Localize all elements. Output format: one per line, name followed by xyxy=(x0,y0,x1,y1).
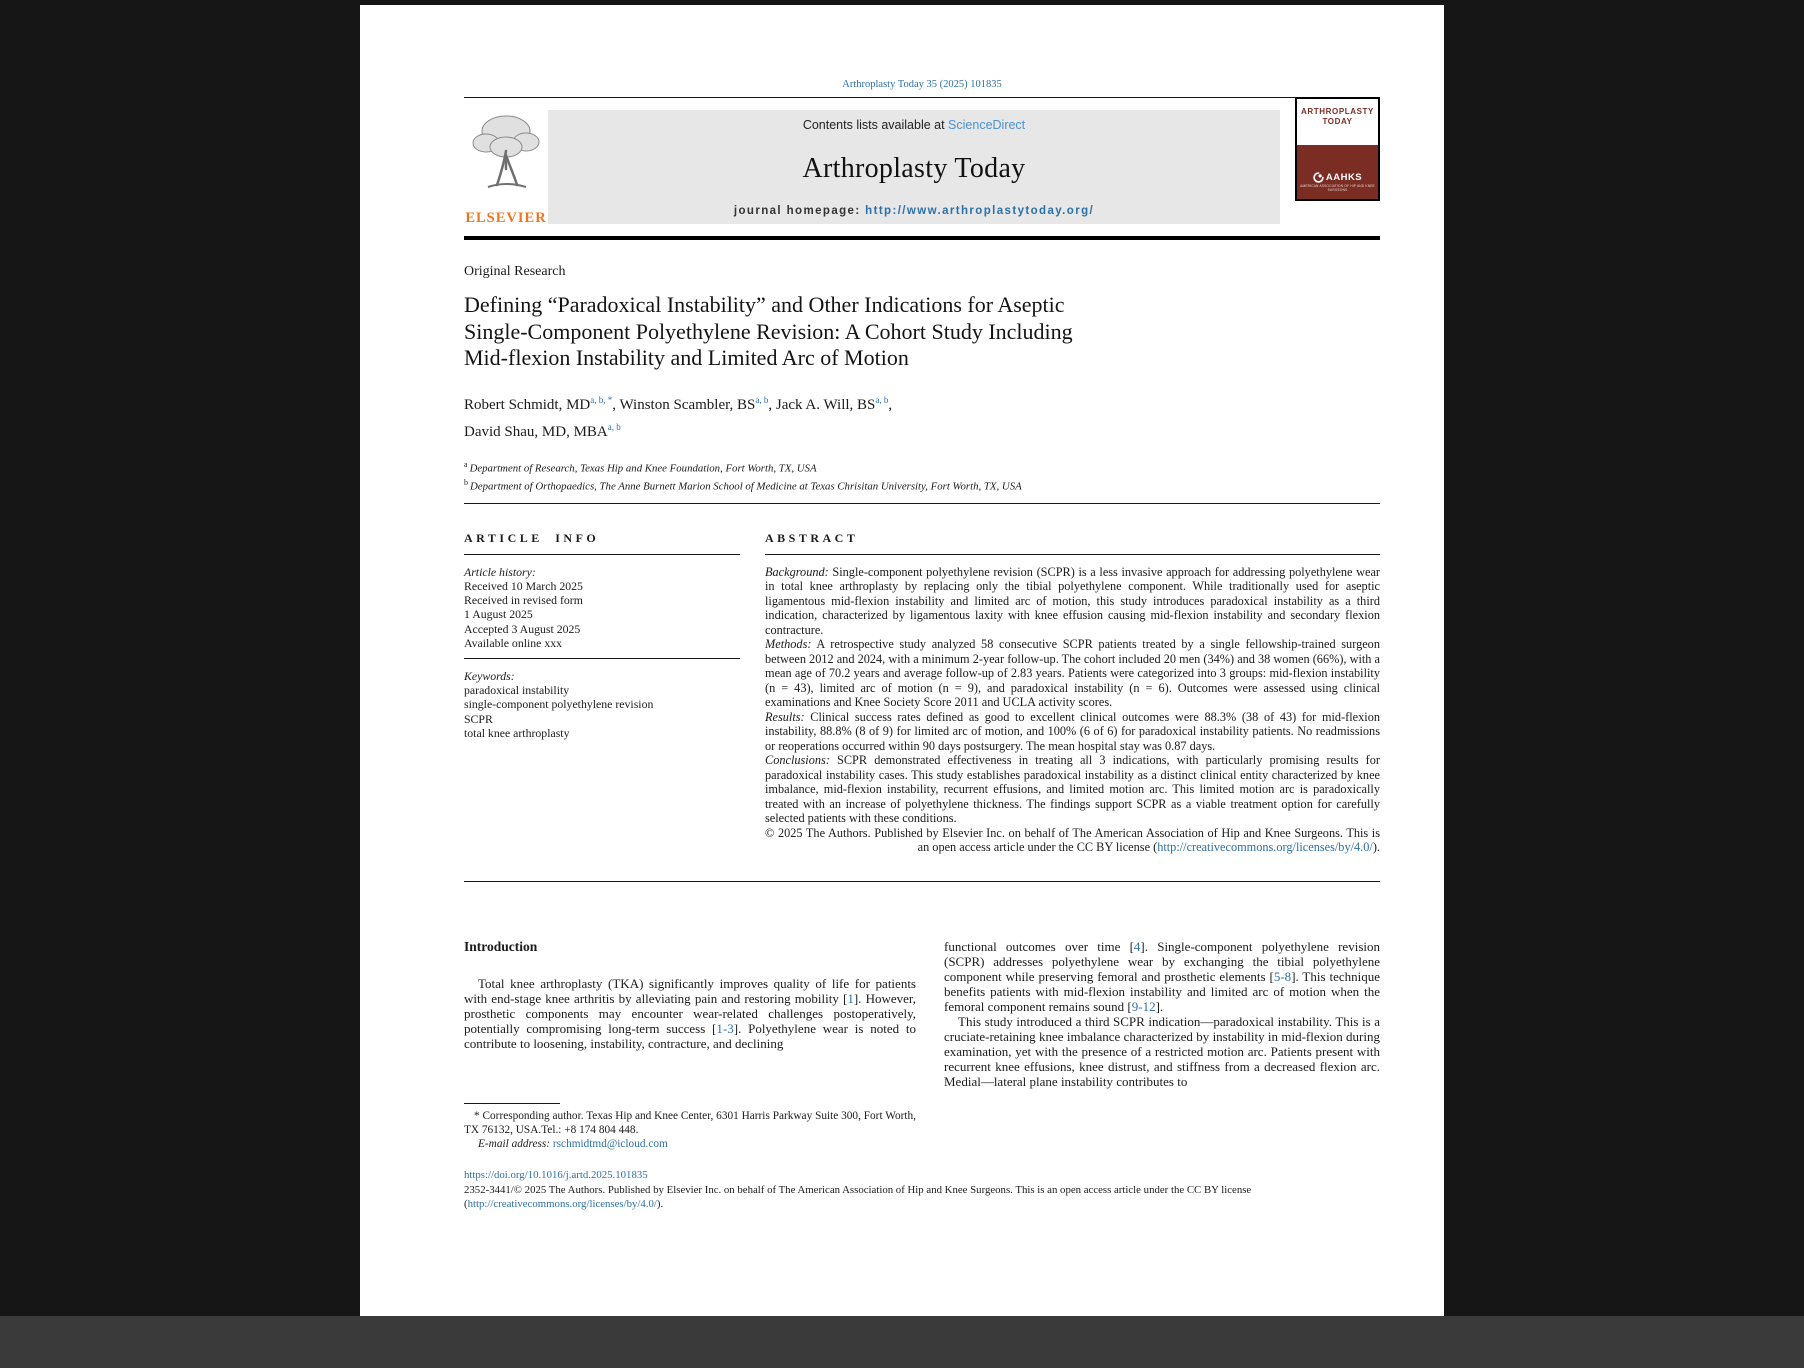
cover-title-line2: TODAY xyxy=(1322,116,1353,126)
citation-link[interactable]: http://creativecommons.org/licenses/by/4.0/ xyxy=(1157,840,1373,855)
article-type: Original Research xyxy=(464,264,566,279)
header-divider xyxy=(464,97,1380,98)
author-name: David Shau, MD, MBA xyxy=(464,423,608,440)
history-line: Available online xxx xyxy=(464,635,563,650)
author xyxy=(464,394,620,413)
email-line xyxy=(464,1137,916,1151)
abstract-methods xyxy=(765,637,1380,710)
history-line: 1 August 2025 xyxy=(464,607,533,622)
abstract-heading: ABSTRACT xyxy=(765,530,859,545)
journal-banner xyxy=(464,107,1380,226)
affiliation-list xyxy=(464,458,1380,494)
affiliation-text: Department of Orthopaedics, The Anne Burnett Marion School of Medicine at Texas Chrisitan University, Fort Worth, TX, USA xyxy=(470,480,1022,493)
author-affiliation-sup[interactable]: a, b xyxy=(755,394,769,405)
abstract-section-label: Background: xyxy=(765,564,829,579)
elsevier-logo xyxy=(464,110,548,225)
footnote-divider xyxy=(464,1103,560,1104)
author-name: Winston Scambler, BS xyxy=(619,396,756,413)
text-segment: functional outcomes over time [ xyxy=(944,938,1134,954)
citation-link[interactable]: http://creativecommons.org/licenses/by/4.0/ xyxy=(467,1197,657,1210)
doi-link[interactable]: https://doi.org/10.1016/j.artd.2025.101835 xyxy=(464,1168,648,1181)
body-paragraph xyxy=(944,939,1380,1014)
title-line: Defining “Paradoxical Instability” and Other Indications for Aseptic xyxy=(464,292,1065,317)
abstract-text xyxy=(765,565,1380,855)
contents-prefix: Contents lists available at xyxy=(802,118,949,132)
citation-link[interactable]: 9-12 xyxy=(1131,998,1156,1014)
email-label: E-mail address: xyxy=(478,1137,551,1150)
text-segment: ). xyxy=(1372,840,1380,855)
abstract-section-label: Methods: xyxy=(765,637,812,652)
citation-link[interactable]: 4 xyxy=(1133,938,1141,954)
affiliation xyxy=(464,476,1380,494)
cover-title-line1: ARTHROPLASTY xyxy=(1301,107,1374,116)
text-segment: Total knee arthroplasty (TKA) significantly improves quality of life for patients with end-stage knee arthritis by alleviating pain and restoring mobility [ xyxy=(464,975,916,1006)
author xyxy=(619,394,776,413)
divider xyxy=(464,554,740,555)
abstract-background xyxy=(765,565,1380,638)
article-title xyxy=(464,292,1380,372)
article-info-column xyxy=(464,531,740,855)
text-segment: 2352-3441/© 2025 The Authors. Published by Elsevier Inc. on behalf of The American Association of Hip and Knee Surgeons. This is an open access article under the CC BY xyxy=(464,1183,1222,1196)
text-segment: ]. xyxy=(1155,998,1164,1014)
aahks-subtitle: AMERICAN ASSOCIATION OF HIP AND KNEE SURGEONS xyxy=(1300,184,1375,192)
keyword: total knee arthroplasty xyxy=(464,725,570,740)
info-abstract-section xyxy=(464,531,1380,855)
author xyxy=(464,421,621,440)
body-right-column xyxy=(944,939,1380,1151)
keywords-label: Keywords: xyxy=(464,668,515,683)
elsevier-wordmark: ELSEVIER xyxy=(465,210,547,226)
copyright-license-line xyxy=(464,1183,1380,1211)
affiliation xyxy=(464,458,1380,476)
text-segment: license ( xyxy=(464,1183,1252,1210)
text-segment: © 2025 The Authors. Published by Elsevier Inc. on behalf of The American Association of Hip and Knee Surgeons. This is an open access article under the CC BY license ( xyxy=(765,825,1380,855)
divider xyxy=(765,554,1380,555)
aahks-wordmark: AAHKS xyxy=(1325,172,1363,183)
body-paragraph: This study introduced a third SCPR indication—paradoxical instability. This is a cruciate-retaining knee imbalance characterized by instability in mid-flexion during examination, yet with the presence of a restricted motion arc. Patients present with recurrent knee effusions, knee distrust, and stiffness from a decreased flexion arc. Medial—lateral plane instability contributes to xyxy=(944,1013,1380,1089)
author-affiliation-sup[interactable]: a, b, * xyxy=(590,394,613,405)
author-affiliation-sup[interactable]: a, b xyxy=(875,394,889,405)
author-affiliation-sup[interactable]: a, b xyxy=(607,421,621,432)
page-content xyxy=(464,5,1380,1211)
history-line: Received 10 March 2025 xyxy=(464,578,583,593)
title-line: Single-Component Polyethylene Revision: A Cohort Study Including xyxy=(464,318,1073,344)
title-line: Mid-flexion Instability and Limited Arc of Motion xyxy=(464,345,909,370)
homepage-line xyxy=(548,205,1280,217)
section-divider xyxy=(464,503,1380,504)
journal-citation-link[interactable]: Arthroplasty Today 35 (2025) 101835 xyxy=(842,79,1002,90)
banner-center xyxy=(548,110,1280,224)
journal-title: Arthroplasty Today xyxy=(802,152,1026,184)
author-name: Jack A. Will, BS xyxy=(775,396,876,413)
abstract-section-text: Single-component polyethylene revision (SCPR) is a less invasive approach for addressing polyethylene wear in total knee arthroplasty by replacing only the tibial polyethylene component. While traditionally used for aseptic ligamentous mid-flexion instability and limited arc of motion, this study introduces paradoxical instability as a third indication, characterized by ligamentous laxity with knee effusion causing mid-flexion instability and secondary flexion contracture. xyxy=(765,564,1381,637)
citation-link[interactable]: 5-8 xyxy=(1273,968,1292,984)
abstract-conclusions xyxy=(765,753,1380,826)
affiliation-marker: b xyxy=(464,477,468,487)
homepage-url-link[interactable]: http://www.arthroplastytoday.org/ xyxy=(865,205,1095,217)
email-link[interactable]: rschmidtmd@icloud.com xyxy=(552,1137,668,1150)
affiliation-marker: a xyxy=(464,459,468,469)
keyword: paradoxical instability xyxy=(464,683,570,698)
abstract-section-text: A retrospective study analyzed 58 consecutive SCPR patients treated by a single fellowship-trained surgeon between 2012 and 2024, with a minimum 2-year follow-up. The cohort included 20 men (34%) and 38 women (66%), with a mean age of 70.2 years and average follow-up of 2.83 years. Patients were categorized into 3 groups: mid-flexion instability (n = 43), limited arc of motion (n = 9), and paradoxical instability (n = 6). Outcomes were assessed using clinical examinations and Knee Society Score 2011 and UCLA activity scores. xyxy=(765,637,1380,710)
keyword: SCPR xyxy=(464,711,493,726)
abstract-section-text: Clinical success rates defined as good to excellent clinical outcomes were 88.3% (38 of 43) for mid-flexion instability, 88.8% (8 of 9) for limited arc of motion, and 100% (6 of 6) for paradoxical instability patients. No readmissions or reoperations occurred within 90 days postsurgery. The mean hospital stay was 0.87 days. xyxy=(765,709,1380,753)
author xyxy=(775,394,893,413)
affiliation-text: Department of Research, Texas Hip and Knee Foundation, Fort Worth, TX, USA xyxy=(469,462,817,475)
abstract-bottom-rule xyxy=(464,881,1380,882)
corresponding-author-note: * Corresponding author. Texas Hip and Knee Center, 6301 Harris Parkway Suite 300, Fort Worth, TX 76132, USA.Tel.: +8 174 804 448. xyxy=(464,1109,916,1136)
history-line: Received in revised form xyxy=(464,593,583,608)
introduction-paragraph xyxy=(464,976,916,1051)
journal-article-page xyxy=(360,5,1444,1316)
text-segment: ). xyxy=(656,1197,664,1210)
abstract-copyright xyxy=(765,826,1380,855)
sciencedirect-link[interactable]: ScienceDirect xyxy=(948,118,1026,132)
contents-line xyxy=(548,118,1280,132)
text-segment: ]. Polyethylene wear is noted to contribute to loosening, instability, contracture, and declining xyxy=(464,1020,916,1051)
page-footer xyxy=(464,1169,1380,1211)
author-separator: , xyxy=(888,396,893,413)
citation-link[interactable]: 1 xyxy=(847,990,854,1006)
introduction-heading: Introduction xyxy=(464,938,538,954)
text-segment: ]. This technique benefits patients with mid-flexion instability and limited arc of motion when the femoral component remains sound [ xyxy=(944,968,1380,1014)
abstract-section-label: Results: xyxy=(765,709,805,724)
divider xyxy=(464,658,740,659)
abstract-results xyxy=(765,710,1380,754)
abstract-section-label: Conclusions: xyxy=(765,753,830,768)
homepage-label: journal homepage: xyxy=(733,205,866,217)
author-name: Robert Schmidt, MD xyxy=(464,396,591,413)
abstract-section-text: SCPR demonstrated effectiveness in treating all 3 indications, with particularly promising results for paradoxical instability cases. This study establishes paradoxical instability as a distinct clinical entity characterized by knee imbalance, mid-flexion instability, recurrent effusions, and limited motion arc. This limited motion arc is paradoxically treated with an increase of polyethylene thickness. The findings support SCPR as a viable treatment option for carefully selected patients with these conditions. xyxy=(765,753,1380,826)
text-segment: ]. However, prosthetic components may encounter wear-related challenges postoperatively, potentially compromising long-term success [ xyxy=(464,990,916,1036)
body-left-column xyxy=(464,939,916,1151)
author-list xyxy=(464,389,1380,443)
banner-bottom-rule xyxy=(464,236,1380,240)
abstract-column xyxy=(765,531,1380,855)
author-separator: , xyxy=(612,396,620,413)
article-history-label: Article history: xyxy=(464,564,536,579)
history-line: Accepted 3 August 2025 xyxy=(464,621,581,636)
author-separator: , xyxy=(768,396,776,413)
article-info-heading: ARTICLE INFO xyxy=(464,530,600,545)
text-segment: ]. Single-component polyethylene revision (SCPR) addresses polyethylene wear by exchanging the tibial polyethylene component while preserving femoral and prosthetic elements [ xyxy=(944,938,1380,984)
keyword: single-component polyethylene revision xyxy=(464,697,654,712)
article-body xyxy=(464,939,1380,1151)
citation-link[interactable]: 1-3 xyxy=(716,1020,734,1036)
aahks-icon xyxy=(1313,172,1324,183)
journal-cover xyxy=(1295,97,1380,201)
elsevier-tree-icon xyxy=(470,111,542,193)
